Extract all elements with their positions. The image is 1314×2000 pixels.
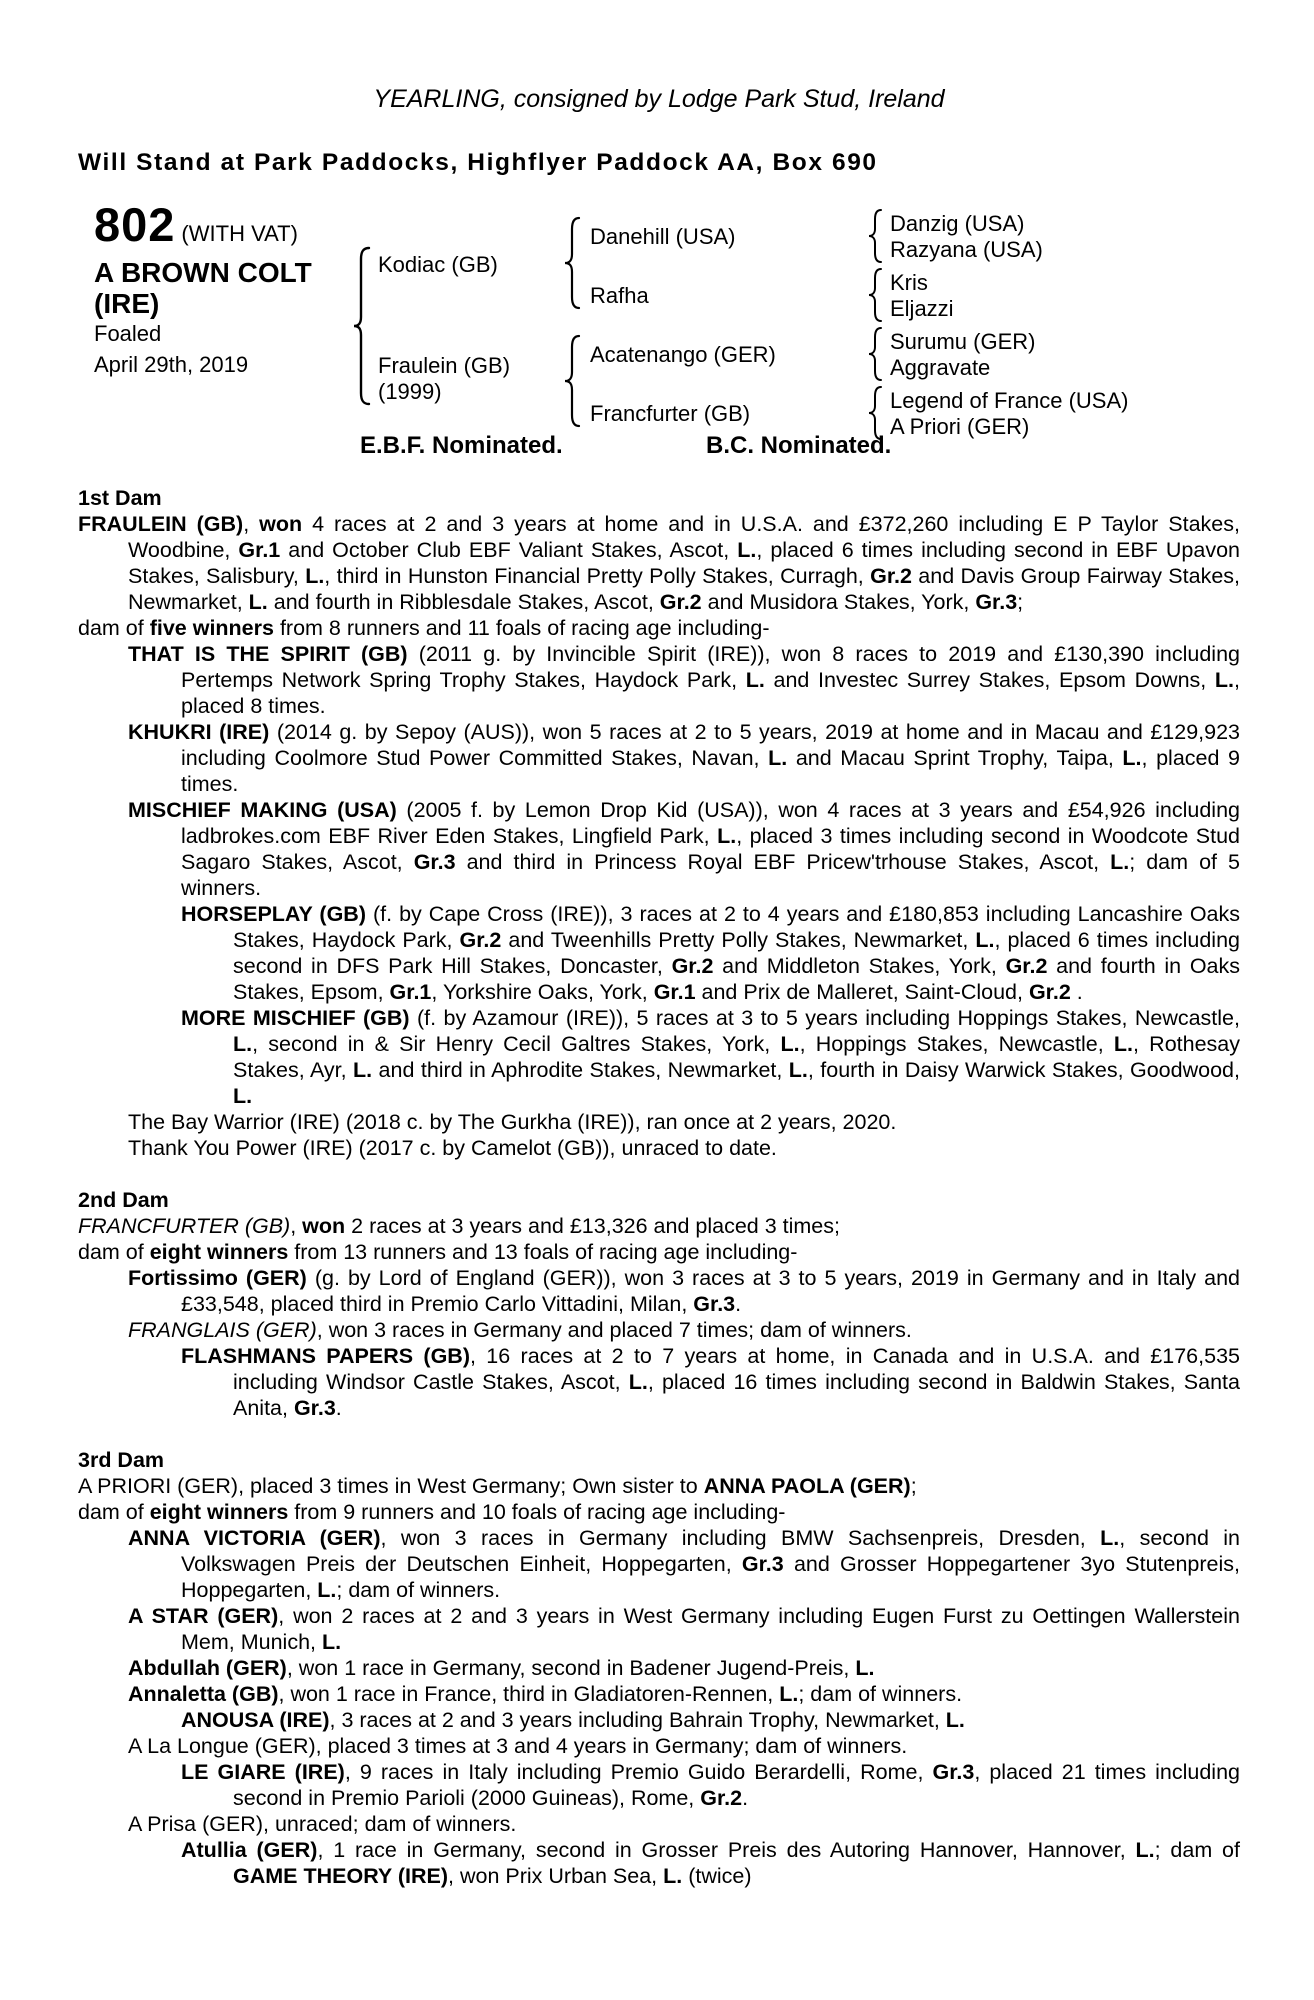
emphasized-text: MORE MISCHIEF (GB) <box>181 1006 410 1030</box>
emphasized-text: Gr.1 <box>238 538 281 562</box>
emphasized-text: Gr.2 <box>1028 980 1071 1004</box>
emphasized-text: Abdullah (GER) <box>128 1656 287 1680</box>
plain-text: , placed 9 times. <box>181 746 1240 796</box>
plain-text: , won 1 race in France, third in Gladiatoren-Rennen, <box>278 1682 780 1706</box>
emphasized-text: Gr.3 <box>693 1292 736 1316</box>
colt-description-line2: (IRE) <box>94 288 160 319</box>
emphasized-text: won <box>259 512 303 536</box>
emphasized-text: L. <box>1135 1838 1155 1862</box>
emphasized-text: ANOUSA (IRE) <box>181 1708 330 1732</box>
emphasized-text: ANNA VICTORIA (GER) <box>128 1526 381 1550</box>
page-title: YEARLING, consigned by Lodge Park Stud, Ireland <box>373 85 945 113</box>
offspring-paragraph <box>181 1343 1240 1421</box>
plain-text: from 8 runners and 11 foals of racing age including- <box>273 616 770 640</box>
plain-text: (2014 g. by Sepoy (AUS)), won 5 races at 2 to 5 years, 2019 at home and in Macau and £129,923 including Coolmore Stud Power Committed Stakes, Navan, <box>181 720 1240 770</box>
pedigree-brace-gp3 <box>866 326 884 382</box>
pedigree-text-sections <box>78 485 1240 1889</box>
dam-dam-name: Francfurter (GB) <box>590 401 751 426</box>
dam-dam-dam-name: A Priori (GER) <box>890 414 1030 439</box>
plain-text: and third in Princess Royal EBF Pricew'trhouse Stakes, Ascot, <box>455 850 1111 874</box>
dam-record-paragraph <box>78 1473 1240 1499</box>
plain-text: (2011 g. by Invincible Spirit (IRE)), won 8 races to 2019 and £130,390 including Pertemps Network Spring Trophy Stakes, Haydock Park, <box>181 642 1240 692</box>
plain-text: . <box>735 1292 742 1316</box>
offspring-paragraph <box>128 1317 1240 1343</box>
lot-info <box>94 198 374 378</box>
pedigree-brace-dam-parents <box>562 334 582 428</box>
foaled-label: Foaled <box>94 321 162 346</box>
plain-text: The Bay Warrior (IRE) (2018 c. by The Gurkha (IRE)), ran once at 2 years, 2020. <box>128 1110 897 1134</box>
plain-text: A La Longue (GER), placed 3 times at 3 and 4 years in Germany; dam of winners. <box>128 1734 908 1758</box>
emphasized-text: eight winners <box>149 1500 289 1524</box>
plain-text: and October Club EBF Valiant Stakes, Ascot, <box>280 538 738 562</box>
offspring-paragraph <box>128 1135 1240 1161</box>
plain-text: dam of <box>78 616 150 640</box>
plain-text: dam of <box>78 1500 150 1524</box>
emphasized-text: L. <box>663 1864 683 1888</box>
offspring-paragraph <box>128 1265 1240 1317</box>
plain-text: A Prisa (GER), unraced; dam of winners. <box>128 1812 517 1836</box>
emphasized-text: THAT IS THE SPIRIT (GB) <box>128 642 408 666</box>
section-2nd-dam <box>78 1187 1240 1421</box>
plain-text: from 13 runners and 13 foals of racing age including- <box>288 1240 798 1264</box>
emphasized-text: Gr.2 <box>870 564 912 588</box>
offspring-paragraph <box>128 1525 1240 1603</box>
sire-sire-dam-name: Razyana (USA) <box>890 237 1043 262</box>
plain-text: and Davis Group Fairway Stakes, Newmarket, <box>128 564 1240 614</box>
dam-produce-summary <box>78 1239 1240 1265</box>
emphasized-text: FRANCFURTER (GB) <box>78 1214 291 1238</box>
emphasized-text: L. <box>1214 668 1235 692</box>
plain-text: , second in & Sir Henry Cecil Galtres Stakes, York, <box>252 1032 781 1056</box>
dam-record-paragraph <box>78 511 1240 615</box>
pedigree-brace-gp2 <box>866 267 884 323</box>
emphasized-text: FLASHMANS PAPERS (GB) <box>181 1344 470 1368</box>
plain-text: and Prix de Malleret, Saint-Cloud, <box>695 980 1029 1004</box>
plain-text: ; <box>910 1474 917 1498</box>
plain-text: , placed 3 times including second in Woodcote Stud Sagaro Stakes, Ascot, <box>181 824 1241 874</box>
plain-text: ; dam of winners. <box>336 1578 501 1602</box>
plain-text: and third in Aphrodite Stakes, Newmarket, <box>372 1058 789 1082</box>
emphasized-text: Gr.2 <box>459 928 502 952</box>
pedigree-brace-gp1 <box>866 208 884 264</box>
emphasized-text: L. <box>317 1578 337 1602</box>
emphasized-text: L. <box>975 928 995 952</box>
offspring-paragraph <box>181 1005 1240 1109</box>
emphasized-text: L. <box>788 1058 808 1082</box>
emphasized-text: Gr.3 <box>293 1396 336 1420</box>
offspring-paragraph <box>128 1811 1240 1837</box>
plain-text: ; dam of <box>1154 1838 1240 1862</box>
plain-text: , <box>243 512 260 536</box>
plain-text: , placed 21 times including second in Premio Parioli (2000 Guineas), Rome, <box>233 1760 1240 1810</box>
emphasized-text: L. <box>305 564 325 588</box>
plain-text: and Macau Sprint Trophy, Taipa, <box>787 746 1123 770</box>
emphasized-text: Gr.2 <box>700 1786 743 1810</box>
plain-text: , won 3 races in Germany and placed 7 times; dam of winners. <box>316 1318 912 1342</box>
offspring-paragraph <box>128 1109 1240 1135</box>
emphasized-text: L. <box>321 1630 342 1654</box>
sire-dam-sire-name: Kris <box>890 270 928 295</box>
plain-text: and Middleton Stakes, York, <box>713 954 1006 978</box>
plain-text: A PRIORI (GER), placed 3 times in West Germany; Own sister to <box>78 1474 704 1498</box>
plain-text: , won 3 races in Germany including BMW Sachsenpreis, Dresden, <box>380 1526 1101 1550</box>
offspring-paragraph <box>128 719 1240 797</box>
pedigree-brace-sire-parents <box>562 216 582 310</box>
sire-sire-sire-name: Danzig (USA) <box>890 211 1025 236</box>
dam-year: (1999) <box>378 379 442 404</box>
emphasized-text: L. <box>780 1032 800 1056</box>
emphasized-text: Gr.3 <box>932 1760 975 1784</box>
emphasized-text: L. <box>768 746 788 770</box>
emphasized-text: Gr.3 <box>741 1552 784 1576</box>
plain-text: and fourth in Oaks Stakes, Epsom, <box>233 954 1240 1004</box>
section-1st-dam <box>78 485 1240 1161</box>
plain-text: . <box>1070 980 1083 1004</box>
emphasized-text: HORSEPLAY (GB) <box>181 902 366 926</box>
offspring-paragraph <box>128 1603 1240 1655</box>
plain-text: , won Prix Urban Sea, <box>448 1864 664 1888</box>
offspring-paragraph <box>181 1707 1240 1733</box>
emphasized-text: five winners <box>149 616 274 640</box>
emphasized-text: L. <box>945 1708 965 1732</box>
offspring-paragraph <box>128 797 1240 901</box>
plain-text: and Musidora Stakes, York, <box>701 590 976 614</box>
plain-text: , won 1 race in Germany, second in Badener Jugend-Preis, <box>286 1656 856 1680</box>
plain-text: , placed 8 times. <box>181 668 1241 718</box>
emphasized-text: L. <box>717 824 737 848</box>
sire-sire-name: Danehill (USA) <box>590 224 736 249</box>
dam-record-paragraph <box>78 1213 1240 1239</box>
emphasized-text: LE GIARE (IRE) <box>181 1760 345 1784</box>
plain-text: , Hoppings Stakes, Newcastle, <box>799 1032 1114 1056</box>
pedigree-table <box>78 200 1240 462</box>
plain-text: . <box>742 1786 749 1810</box>
plain-text: , placed 6 times including second in DFS Park Hill Stakes, Doncaster, <box>233 928 1240 978</box>
dam-sire-sire-name: Surumu (GER) <box>890 329 1036 354</box>
emphasized-text: L. <box>248 590 268 614</box>
emphasized-text: L. <box>1122 746 1142 770</box>
dam-sire-name: Acatenango (GER) <box>590 342 776 367</box>
emphasized-text: eight winners <box>149 1240 289 1264</box>
emphasized-text: FRANGLAIS (GER) <box>128 1318 317 1342</box>
plain-text: , Yorkshire Oaks, York, <box>431 980 654 1004</box>
emphasized-text: L. <box>855 1656 875 1680</box>
emphasized-text: ANNA PAOLA (GER) <box>703 1474 911 1498</box>
emphasized-text: KHUKRI (IRE) <box>128 720 270 744</box>
emphasized-text: Annaletta (GB) <box>128 1682 279 1706</box>
section-heading: 1st Dam <box>78 486 162 510</box>
dam-sire-dam-name: Aggravate <box>890 355 991 380</box>
emphasized-text: Fortissimo (GER) <box>128 1266 307 1290</box>
plain-text: (twice) <box>682 1864 752 1888</box>
offspring-paragraph <box>181 1837 1240 1889</box>
emphasized-text: L. <box>745 668 765 692</box>
plain-text: (f. by Azamour (IRE)), 5 races at 3 to 5 years including Hoppings Stakes, Newcastle, <box>409 1006 1240 1030</box>
plain-text: and Tweenhills Pretty Polly Stakes, Newmarket, <box>501 928 976 952</box>
plain-text: ; dam of 5 winners. <box>181 850 1240 900</box>
plain-text: 2 races at 3 years and £13,326 and placed 3 times; <box>345 1214 840 1238</box>
plain-text: , second in Volkswagen Preis der Deutschen Einheit, Hoppegarten, <box>181 1526 1240 1576</box>
offspring-paragraph <box>128 1733 1240 1759</box>
emphasized-text: L. <box>779 1682 799 1706</box>
section-heading: 2nd Dam <box>78 1188 169 1212</box>
emphasized-text: L. <box>233 1032 253 1056</box>
plain-text: and Grosser Hoppegartener 3yo Stutenpreis, Hoppegarten, <box>181 1552 1241 1602</box>
emphasized-text: Atullia (GER) <box>181 1838 318 1862</box>
section-heading: 3rd Dam <box>78 1448 165 1472</box>
emphasized-text: A STAR (GER) <box>128 1604 279 1628</box>
offspring-paragraph <box>128 1655 1240 1681</box>
bc-nominated-note: B.C. Nominated. <box>706 432 892 459</box>
dam-produce-summary <box>78 615 1240 641</box>
plain-text: , fourth in Daisy Warwick Stakes, Goodwood, <box>807 1058 1240 1082</box>
emphasized-text: L. <box>353 1058 373 1082</box>
plain-text: ; <box>1017 590 1024 614</box>
plain-text: , placed 6 times including second in EBF Upavon Stakes, Salisbury, <box>128 538 1240 588</box>
emphasized-text: Gr.2 <box>659 590 702 614</box>
plain-text: , Rothesay Stakes, Ayr, <box>233 1032 1241 1082</box>
plain-text: , 1 race in Germany, second in Grosser Preis des Autoring Hannover, Hannover, <box>317 1838 1136 1862</box>
plain-text: ; dam of winners. <box>798 1682 963 1706</box>
plain-text: (2005 f. by Lemon Drop Kid (USA)), won 4 races at 3 years and £54,926 including ladbrokes.com EBF River Eden Stakes, Lingfield Park, <box>181 798 1240 848</box>
emphasized-text: Gr.2 <box>1005 954 1048 978</box>
pedigree-brace-gen1 <box>350 246 372 406</box>
plain-text: (g. by Lord of England (GER)), won 3 races at 3 to 5 years, 2019 in Germany and in Italy and £33,548, placed third in Premio Carlo Vittadini, Milan, <box>181 1266 1240 1316</box>
emphasized-text: Gr.3 <box>413 850 456 874</box>
emphasized-text: L. <box>1100 1526 1120 1550</box>
emphasized-text: Gr.1 <box>389 980 432 1004</box>
emphasized-text: Gr.1 <box>653 980 696 1004</box>
foaled-date: April 29th, 2019 <box>94 352 249 377</box>
emphasized-text: L. <box>1110 850 1130 874</box>
plain-text: (f. by Cape Cross (IRE)), 3 races at 2 to 4 years and £180,853 including Lancashire Oaks Stakes, Haydock Park, <box>233 902 1240 952</box>
emphasized-text: Gr.2 <box>671 954 714 978</box>
plain-text: , placed 16 times including second in Baldwin Stakes, Santa Anita, <box>233 1370 1240 1420</box>
section-3rd-dam <box>78 1447 1240 1889</box>
emphasized-text: L. <box>233 1084 253 1108</box>
offspring-paragraph <box>128 1681 1240 1707</box>
emphasized-text: L. <box>1113 1032 1134 1056</box>
offspring-paragraph <box>181 901 1240 1005</box>
sire-name: Kodiac (GB) <box>378 252 498 277</box>
ebf-nominated-note: E.B.F. Nominated. <box>360 432 563 459</box>
plain-text: . <box>335 1396 342 1420</box>
offspring-paragraph <box>128 641 1240 719</box>
plain-text: from 9 runners and 10 foals of racing age including- <box>288 1500 786 1524</box>
sire-dam-name: Rafha <box>590 283 649 308</box>
plain-text: dam of <box>78 1240 150 1264</box>
sire-dam-dam-name: Eljazzi <box>890 296 954 321</box>
plain-text: and fourth in Ribblesdale Stakes, Ascot, <box>267 590 660 614</box>
lot-number: 802 <box>94 198 176 251</box>
plain-text: , 16 races at 2 to 7 years at home, in Canada and in U.S.A. and £176,535 including Windsor Castle Stakes, Ascot, <box>233 1344 1240 1394</box>
dam-name: Fraulein (GB) <box>378 353 511 378</box>
lot-number-line <box>94 198 374 257</box>
plain-text: and Investec Surrey Stakes, Epsom Downs, <box>764 668 1215 692</box>
plain-text: , third in Hunston Financial Pretty Polly Stakes, Curragh, <box>324 564 871 588</box>
dam-dam-sire-name: Legend of France (USA) <box>890 388 1129 413</box>
emphasized-text: FRAULEIN (GB) <box>78 512 244 536</box>
plain-text: , won 2 races at 2 and 3 years in West Germany including Eugen Furst zu Oettingen Wallerstein Mem, Munich, <box>181 1604 1240 1654</box>
plain-text: Thank You Power (IRE) (2017 c. by Camelot (GB)), unraced to date. <box>128 1136 777 1160</box>
emphasized-text: MISCHIEF MAKING (USA) <box>128 798 397 822</box>
plain-text: 4 races at 2 and 3 years at home and in U.S.A. and £372,260 including E P Taylor Stakes, Woodbine, <box>128 512 1240 562</box>
emphasized-text: won <box>302 1214 346 1238</box>
stand-location-line: Will Stand at Park Paddocks, Highflyer Paddock AA, Box 690 <box>78 149 878 176</box>
emphasized-text: L. <box>628 1370 648 1394</box>
plain-text: , <box>290 1214 303 1238</box>
vat-note: (WITH VAT) <box>181 221 298 246</box>
emphasized-text: GAME THEORY (IRE) <box>233 1864 449 1888</box>
emphasized-text: L. <box>737 538 757 562</box>
dam-produce-summary <box>78 1499 1240 1525</box>
colt-description-line1: A BROWN COLT <box>94 257 312 288</box>
offspring-paragraph <box>181 1759 1240 1811</box>
plain-text: , 9 races in Italy including Premio Guido Berardelli, Rome, <box>344 1760 933 1784</box>
emphasized-text: Gr.3 <box>975 590 1018 614</box>
plain-text: , 3 races at 2 and 3 years including Bahrain Trophy, Newmarket, <box>329 1708 946 1732</box>
